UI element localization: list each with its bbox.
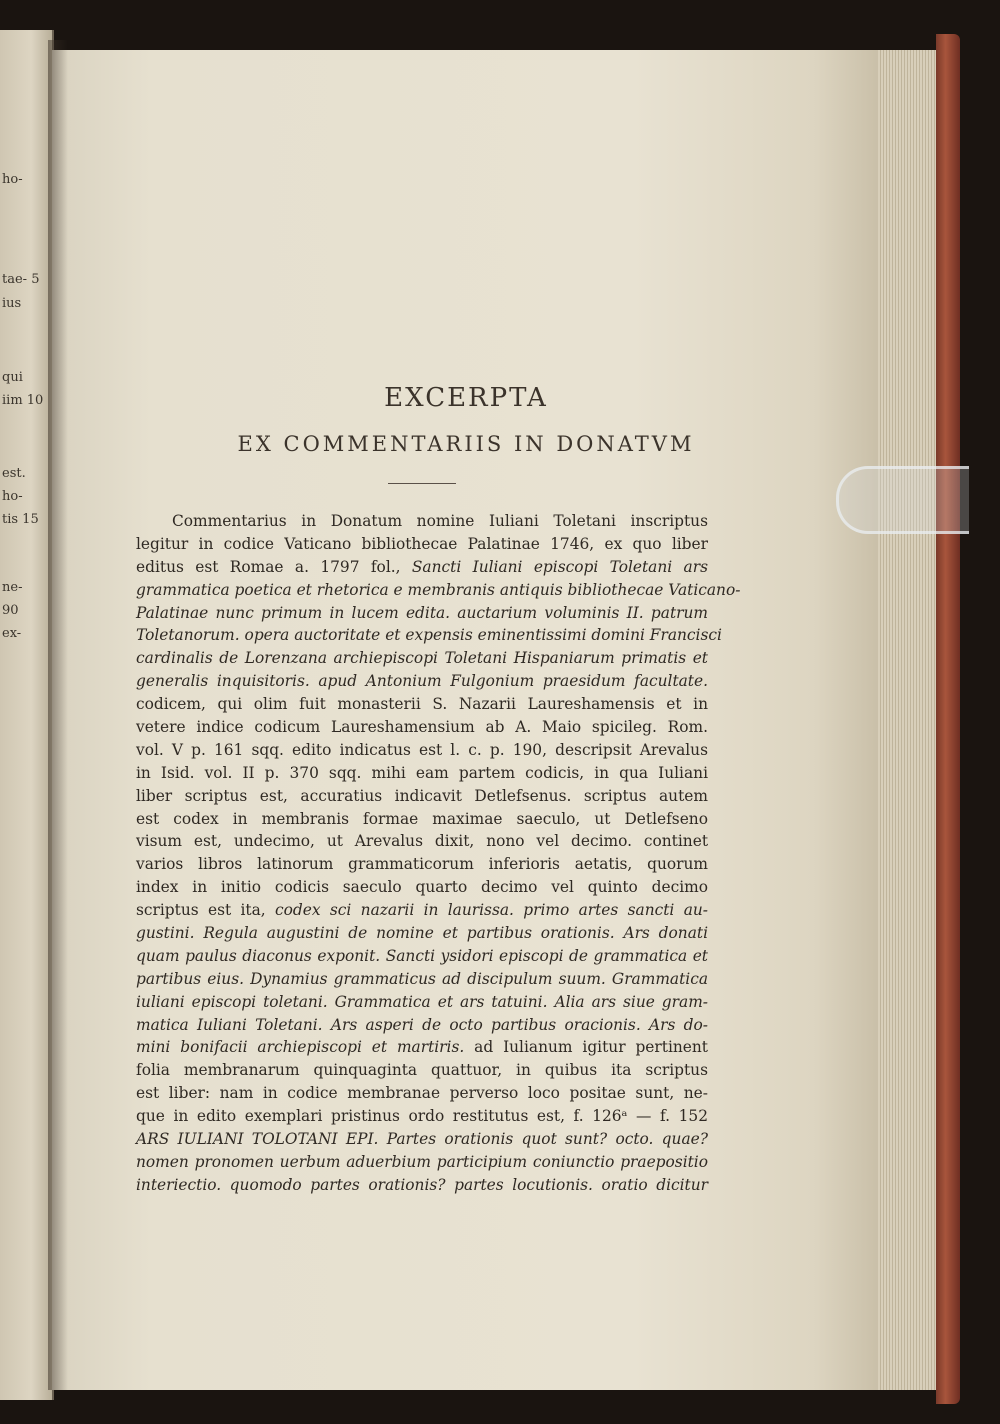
italic-text: ARS IULIANI TOLOTANI EPI. Partes orationis quot sunt? octo. quae?: [136, 1130, 708, 1149]
text-line: [136, 808, 708, 831]
text-line: [136, 762, 708, 785]
text-line: [136, 533, 708, 556]
text-line: [136, 785, 708, 808]
text-line: [136, 876, 708, 899]
italic-text: cardinalis de Lorenzana archiepiscopi Toletani Hispaniarum primatis et: [136, 649, 708, 668]
text-line: [136, 991, 708, 1014]
roman-text: legitur in codice Vaticano bibliothecae Palatinae 1746, ex quo liber: [136, 534, 708, 553]
previous-page-edge: [0, 30, 54, 1400]
text-line: [136, 1082, 708, 1105]
text-line: [136, 968, 708, 991]
italic-text: Palatinae nunc primum in lucem edita. auctarium voluminis II. patrum: [136, 603, 708, 622]
italic-text: Toletanorum. opera auctoritate et expensis eminentissimi domini Francisci: [136, 626, 722, 645]
previous-page-fragment: qui: [2, 370, 23, 385]
previous-page-fragment: ius: [2, 296, 22, 311]
roman-text: scriptus est ita,: [136, 901, 276, 920]
text-line: [136, 1036, 708, 1059]
roman-text: visum est, undecimo, ut Arevalus dixit, nono vel decimo. continet: [136, 832, 708, 851]
italic-text: Sancti Iuliani episcopi Toletani ars: [411, 557, 708, 576]
roman-text: liber scriptus est, accuratius indicavit Detlefsenus. scriptus autem: [136, 786, 708, 805]
gutter-shadow: [48, 40, 68, 1390]
text-line: [136, 670, 708, 693]
italic-text: generalis inquisitoris. apud Antonium Fulgonium praesidum facultate.: [136, 672, 708, 691]
text-line: [136, 945, 708, 968]
text-line: [136, 1151, 708, 1174]
text-line: [136, 1174, 708, 1197]
roman-text: Commentarius in Donatum nomine Iuliani Toletani inscriptus: [172, 512, 708, 530]
previous-page-fragment: 90: [2, 603, 19, 618]
text-line: [136, 647, 708, 670]
previous-page-fragment: ex-: [2, 626, 22, 641]
title-rule: [388, 483, 456, 484]
text-line: [136, 602, 708, 625]
italic-text: codex sci nazarii in laurissa. primo artes sancti au-: [275, 901, 708, 920]
text-line: [136, 693, 708, 716]
text-line: [136, 1128, 708, 1151]
text-line: [136, 716, 708, 739]
previous-page-fragment: tis 15: [2, 512, 39, 527]
text-line: [136, 556, 708, 579]
book-cover-edge: [936, 34, 960, 1404]
italic-text: matica Iuliani Toletani. Ars asperi de octo partibus oracionis. Ars do-: [136, 1015, 708, 1034]
text-line: [136, 922, 708, 945]
text-line: [136, 1059, 708, 1082]
text-line: [136, 830, 708, 853]
bookmark-clip: [836, 466, 969, 534]
roman-text: vetere indice codicum Laureshamensium ab A. Maio spicileg. Rom.: [136, 718, 708, 737]
italic-text: grammatica poetica et rhetorica e membranis antiquis bibliothecae Vaticano-: [136, 580, 741, 599]
italic-text: partibus eius. Dynamius grammaticus ad discipulum suum. Grammatica: [136, 969, 708, 988]
italic-text: iuliani episcopi toletani. Grammatica et ars tatuini. Alia ars siue gram-: [136, 992, 708, 1011]
text-line: [136, 899, 708, 922]
text-line: [136, 853, 708, 876]
page-subtitle: EX COMMENTARIIS IN DONATVM: [237, 432, 695, 456]
italic-text: gustini. Regula augustini de nomine et partibus orationis. Ars donati: [136, 924, 708, 943]
roman-text: index in initio codicis saeculo quarto decimo vel quinto decimo: [136, 878, 708, 897]
text-line: [136, 1105, 708, 1128]
roman-text: varios libros latinorum grammaticorum inferioris aetatis, quorum: [136, 855, 708, 874]
previous-page-fragment: iim 10: [2, 393, 44, 408]
previous-page-fragment: ho-: [2, 172, 23, 187]
roman-text: folia membranarum quinquaginta quattuor, in quibus ita scriptus: [136, 1061, 708, 1080]
text-line: [136, 579, 741, 602]
italic-text: quam paulus diaconus exponit. Sancti ysidori episcopi de grammatica et: [136, 946, 708, 965]
text-line: [136, 624, 722, 647]
previous-page-fragment: tae- 5: [2, 272, 40, 287]
italic-text: mini bonifacii archiepiscopi et martiris.: [136, 1038, 465, 1057]
roman-text: ad Iulianum igitur pertinent: [464, 1038, 708, 1057]
roman-text: est codex in membranis formae maximae saeculo, ut Detlefseno: [136, 809, 708, 828]
previous-page-fragment: est.: [2, 466, 26, 481]
previous-page-fragment: ho-: [2, 489, 23, 504]
roman-text: codicem, qui olim fuit monasterii S. Nazarii Laureshamensis et in: [136, 695, 708, 714]
body-text: [136, 510, 741, 1197]
page-edges: [878, 50, 940, 1390]
roman-text: que in edito exemplari pristinus ordo restitutus est, f. 126ᵃ — f. 152: [136, 1107, 708, 1126]
text-line: [136, 739, 708, 762]
previous-page-fragment: ne-: [2, 580, 23, 595]
roman-text: vol. V p. 161 sqq. edito indicatus est l. c. p. 190, descripsit Arevalus: [136, 740, 708, 759]
italic-text: interiectio. quomodo partes orationis? partes locutionis. oratio dicitur: [136, 1175, 708, 1194]
text-line: [136, 510, 708, 533]
roman-text: est liber: nam in codice membranae perverso loco positae sunt, ne-: [136, 1084, 708, 1103]
page-title: EXCERPTA: [384, 383, 548, 413]
italic-text: nomen pronomen uerbum aduerbium participium coniunctio praepositio: [136, 1152, 708, 1171]
roman-text: in Isid. vol. II p. 370 sqq. mihi eam partem codicis, in qua Iuliani: [136, 763, 708, 782]
roman-text: editus est Romae a. 1797 fol.,: [136, 557, 412, 576]
text-line: [136, 1014, 708, 1037]
